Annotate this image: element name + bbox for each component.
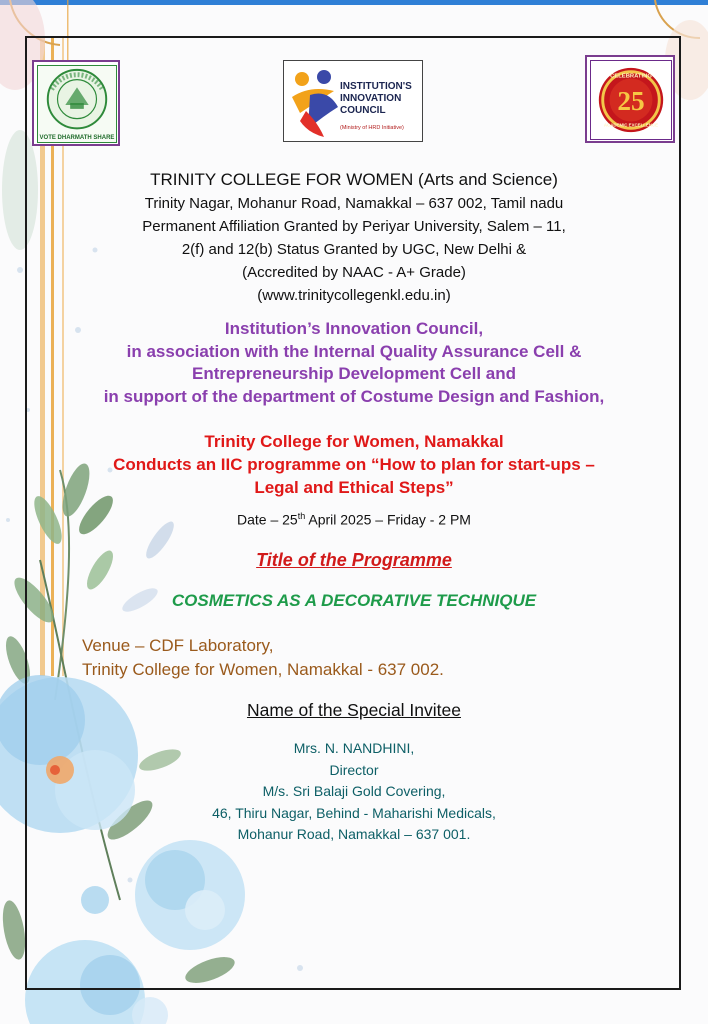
- badge-number: 25: [617, 85, 645, 116]
- announcement-line: Conducts an IIC programme on “How to plan for start-ups –: [113, 455, 595, 474]
- event-date: Date – 25th April 2025 – Friday - 2 PM: [237, 511, 471, 528]
- invitee-name: Mrs. N. NANDHINI,: [293, 740, 415, 756]
- 25-years-celebration-badge-icon: [591, 61, 671, 139]
- organizer-line: Institution’s Innovation Council,: [224, 319, 484, 338]
- programme-heading: Title of the Programme: [256, 550, 452, 570]
- invitee-address: Mohanur Road, Namakkal – 637 001.: [237, 826, 471, 842]
- college-header: [30, 168, 678, 307]
- college-website: (www.trinitycollegenkl.edu.in): [257, 287, 451, 304]
- venue-line: Trinity College for Women, Namakkal - 637 002.: [82, 660, 444, 679]
- venue-block: [82, 634, 444, 682]
- invitee-address: 46, Thiru Nagar, Behind - Maharishi Medicals,: [212, 804, 496, 821]
- organizer-line: in support of the department of Costume Design and Fashion,: [103, 386, 605, 406]
- anniversary-badge: [585, 55, 675, 143]
- iic-name: INSTITUTION'S INNOVATION COUNCIL: [340, 81, 412, 116]
- logo-motto: VOTE DHARMATH SHARE: [39, 135, 115, 141]
- programme-title: COSMETICS AS A DECORATIVE TECHNIQUE: [171, 591, 537, 610]
- announcement-line: Trinity College for Women, Namakkal: [204, 432, 504, 451]
- college-logo: [32, 60, 120, 146]
- iic-tagline: (Ministry of HRD Initiative): [340, 125, 404, 131]
- venue-line: Venue – CDF Laboratory,: [82, 636, 274, 655]
- college-address: Trinity Nagar, Mohanur Road, Namakkal – 637 002, Tamil nadu: [144, 195, 564, 212]
- invitee-heading: Name of the Special Invitee: [246, 700, 461, 720]
- invitee-details: [30, 738, 678, 846]
- invitee-company: M/s. Sri Balaji Gold Covering,: [262, 783, 446, 799]
- badge-bottom-text: ACADEMIC EXCELLENCE: [603, 122, 659, 128]
- naac-accreditation: (Accredited by NAAC - A+ Grade): [242, 264, 466, 281]
- organizer-line: Entrepreneurship Development Cell and: [191, 364, 516, 383]
- organizers-block: [30, 318, 678, 408]
- ugc-status: 2(f) and 12(b) Status Granted by UGC, New Delhi &: [181, 241, 527, 258]
- badge-arc-text: CELEBRATING: [610, 73, 652, 80]
- iic-logo-icon: [288, 67, 342, 139]
- iic-logo: [283, 60, 423, 142]
- college-affiliation: Permanent Affiliation Granted by Periyar University, Salem – 11,: [142, 218, 566, 235]
- announcement-line: Legal and Ethical Steps”: [254, 478, 454, 497]
- organizer-line: in association with the Internal Quality Assurance Cell &: [126, 341, 582, 361]
- invitee-designation: Director: [329, 761, 379, 778]
- programme-announcement: [30, 430, 678, 499]
- trinity-college-seal-icon: [38, 66, 116, 142]
- college-name: TRINITY COLLEGE FOR WOMEN (Arts and Science): [150, 170, 558, 189]
